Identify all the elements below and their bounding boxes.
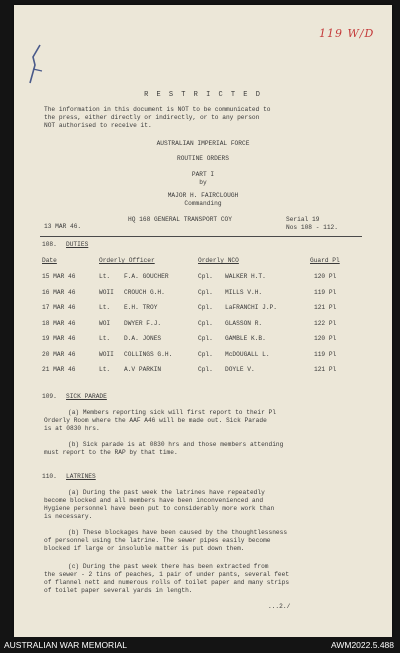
latrines-para-a-line-1: (a) During the past week the latrines have repeatedly (68, 489, 265, 496)
commanding-officer: MAJOR H. FAIRCLOUGH (167, 192, 239, 199)
column-header-nco: Orderly NCO (198, 257, 239, 264)
duty-row-3-date: 17 MAR 46 (42, 304, 76, 311)
pen-mark-icon (26, 41, 52, 87)
duty-row-6-nco-rank: Cpl. (198, 350, 213, 358)
section-heading-sick-parade: SICK PARADE (66, 393, 107, 400)
document-type: ROUTINE ORDERS (177, 155, 229, 162)
latrines-para-b-line-3: blocked if large or insoluble matter is put down them. (44, 545, 245, 552)
section-number-duties: 108. (42, 241, 57, 248)
latrines-para-a-line-4: is necessary. (44, 513, 93, 520)
section-heading-latrines: LATRINES (66, 473, 96, 480)
column-header-officer: Orderly Officer (99, 257, 155, 264)
latrines-para-c-line-4: of toilet paper several yards in length. (44, 587, 193, 594)
serial-number: Serial 19 (286, 216, 320, 223)
duty-row-5-guard: 120 Pl (314, 335, 337, 342)
unit-name: HQ 168 GENERAL TRANSPORT COY (128, 216, 232, 223)
duty-row-7-date: 21 MAR 46 (42, 366, 76, 373)
duty-row-1-date: 15 MAR 46 (42, 273, 76, 280)
header-divider (40, 236, 362, 237)
duty-row-6-date: 20 MAR 46 (42, 350, 76, 358)
duty-row-4-nco: GLASSON R. (225, 319, 263, 327)
duty-row-4-date: 18 MAR 46 (42, 319, 76, 327)
duty-row-1-officer: F.A. GOUCHER (124, 273, 169, 280)
duty-row-7-rank: Lt. (99, 366, 111, 373)
latrines-para-c-line-3: of flannel nett and numerous rolls of toilet paper and many strips (44, 579, 290, 586)
force-name: AUSTRALIAN IMPERIAL FORCE (156, 140, 250, 147)
archive-footer (0, 637, 400, 653)
classification-marking: R E S T R I C T E D (144, 91, 262, 99)
duty-row-4-officer: DWYER F.J. (124, 319, 162, 327)
notice-line-1: The information in this document is NOT to be communicated to (44, 106, 271, 113)
duty-row-3-rank: Lt. (99, 304, 111, 311)
handwritten-annotation: 119 W/D (319, 27, 375, 40)
duty-row-3-officer: E.H. TROY (124, 304, 158, 311)
duty-row-1-rank: Lt. (99, 273, 111, 280)
section-heading-duties: DUTIES (66, 241, 89, 248)
duty-row-7-officer: A.V PARKIN (124, 366, 162, 373)
order-date: 13 MAR 46. (44, 223, 82, 230)
by-label: by (199, 179, 207, 186)
order-numbers: Nos 108 - 112. (286, 224, 338, 231)
duty-row-4-nco-rank: Cpl. (198, 319, 213, 327)
duty-row-6-rank: WOII (99, 350, 114, 358)
latrines-para-c-line-1: (c) During the past week there has been extracted from (68, 563, 269, 570)
duty-row-5-officer: D.A. JONES (124, 335, 162, 342)
continuation-marker: ...2./ (268, 603, 291, 610)
duty-row-6-nco: McDOUGALL L. (225, 350, 270, 358)
duty-row-2-rank: WOII (99, 288, 114, 296)
section-number-latrines: 110. (42, 473, 57, 480)
section-number-sick-parade: 109. (42, 393, 57, 400)
part-number: PART I (191, 171, 215, 178)
sick-para-a-line-3: is at 0830 hrs. (44, 425, 100, 432)
duty-row-2-nco-rank: Cpl. (198, 288, 213, 296)
latrines-para-c-line-2: the sewer - 2 tins of peaches, 1 pair of under pants, several feet (44, 571, 290, 578)
latrines-para-a-line-2: become blocked and all members have been inconvenienced and (44, 497, 264, 504)
sick-para-a-line-2: Orderly Room where the AAF A46 will be made out. Sick Parade (44, 417, 267, 424)
duty-row-2-officer: CROUCH G.H. (124, 288, 165, 296)
latrines-para-a-line-3: Hygiene personnel have been put to considerably more work than (44, 505, 275, 512)
duty-row-2-nco: MILLS V.H. (225, 288, 263, 296)
duty-row-3-nco: LaFRANCHI J.P. (225, 304, 277, 311)
officer-role: Commanding (184, 200, 222, 207)
duty-row-5-date: 19 MAR 46 (42, 335, 76, 342)
latrines-para-b-line-2: of personnel using the latrine. The sewer pipes easily become (44, 537, 271, 544)
notice-line-3: NOT authorised to receive it. (44, 122, 152, 129)
duty-row-6-guard: 119 Pl (314, 350, 337, 358)
sick-para-b-line-1: (b) Sick parade is at 0830 hrs and those members attending (68, 441, 284, 448)
latrines-para-b-line-1: (b) These blockages have been caused by the thoughtlessness (68, 529, 288, 536)
duty-row-1-nco-rank: Cpl. (198, 273, 213, 280)
footer-institution: AUSTRALIAN WAR MEMORIAL (4, 640, 127, 650)
duty-row-7-nco: DOYLE V. (225, 366, 255, 373)
duty-row-1-nco: WALKER H.T. (225, 273, 266, 280)
duty-row-6-officer: COLLINGS G.H. (124, 350, 173, 358)
duty-row-3-nco-rank: Cpl. (198, 304, 213, 311)
duty-row-7-guard: 121 Pl (314, 366, 337, 373)
column-header-date: Date (42, 257, 57, 264)
duty-row-3-guard: 121 Pl (314, 304, 337, 311)
column-header-guard: Guard Pl (310, 257, 340, 264)
footer-reference: AWM2022.5.488 (331, 640, 394, 650)
sick-para-b-line-2: must report to the RAP by that time. (44, 449, 178, 456)
document-page (14, 5, 392, 637)
notice-line-2: the press, either directly or indirectly, or to any person (44, 114, 260, 121)
duty-row-1-guard: 120 Pl (314, 273, 337, 280)
duty-row-2-date: 16 MAR 46 (42, 288, 76, 296)
duty-row-5-nco-rank: Cpl. (198, 335, 213, 342)
duty-row-4-rank: WOI (99, 319, 111, 327)
sick-para-a-line-1: (a) Members reporting sick will first report to their Pl (68, 409, 276, 416)
duty-row-2-guard: 119 Pl (314, 288, 337, 296)
duty-row-5-nco: GAMBLE K.B. (225, 335, 266, 342)
duty-row-7-nco-rank: Cpl. (198, 366, 213, 373)
duty-row-5-rank: Lt. (99, 335, 111, 342)
duty-row-4-guard: 122 Pl (314, 319, 337, 327)
